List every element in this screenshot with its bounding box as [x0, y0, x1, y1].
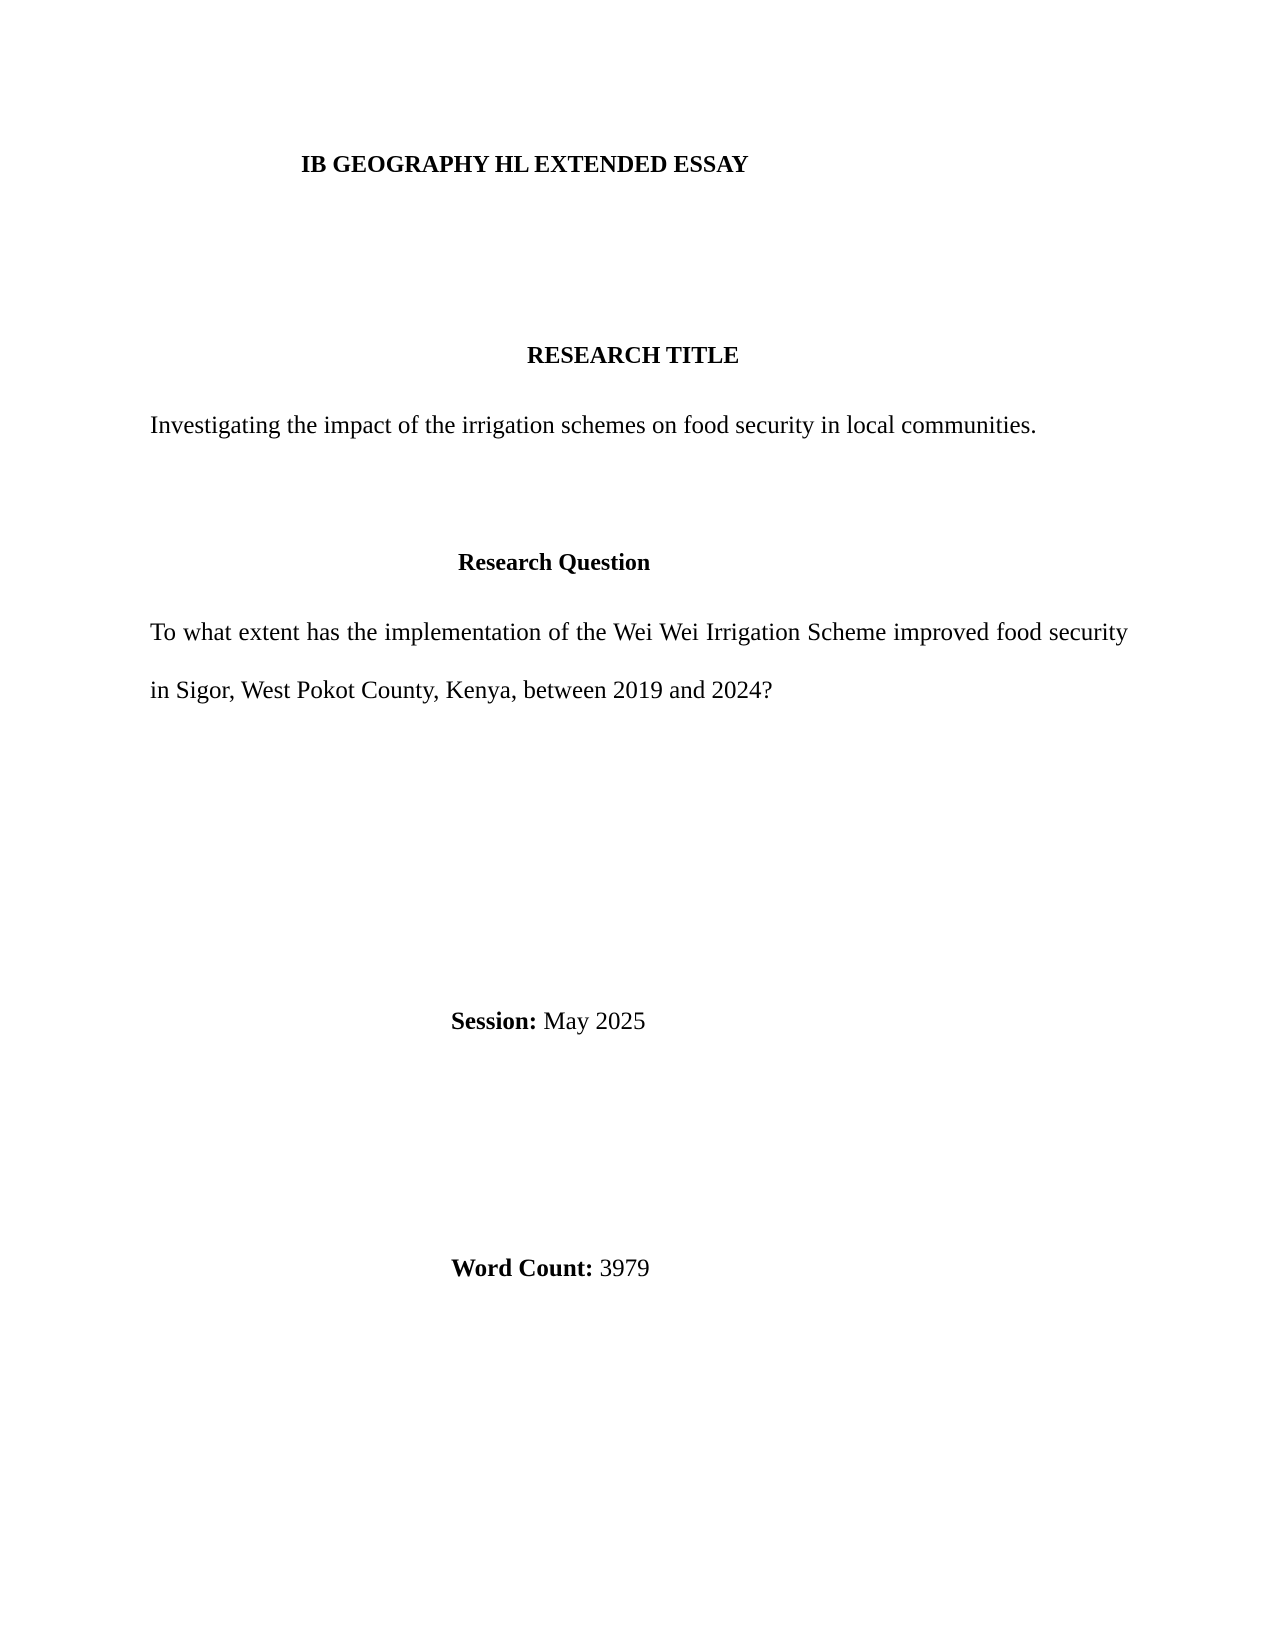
- word-count-value: 3979: [599, 1255, 650, 1282]
- research-title-heading: RESEARCH TITLE: [527, 343, 740, 369]
- session-line: [451, 1009, 645, 1034]
- research-title-text: Investigating the impact of the irrigation schemes on food security in local communities.: [150, 412, 1037, 439]
- session-value: May 2025: [543, 1008, 646, 1035]
- word-count-label: Word Count:: [451, 1255, 594, 1282]
- essay-header: IB GEOGRAPHY HL EXTENDED ESSAY: [301, 152, 749, 178]
- research-question-heading: Research Question: [458, 550, 651, 576]
- session-label: Session:: [451, 1008, 538, 1035]
- research-question-line-1: To what extent has the implementation of the Wei Wei Irrigation Scheme improved food security: [150, 619, 1128, 646]
- research-question-line-2: in Sigor, West Pokot County, Kenya, between 2019 and 2024?: [150, 677, 773, 704]
- word-count-line: [451, 1256, 650, 1281]
